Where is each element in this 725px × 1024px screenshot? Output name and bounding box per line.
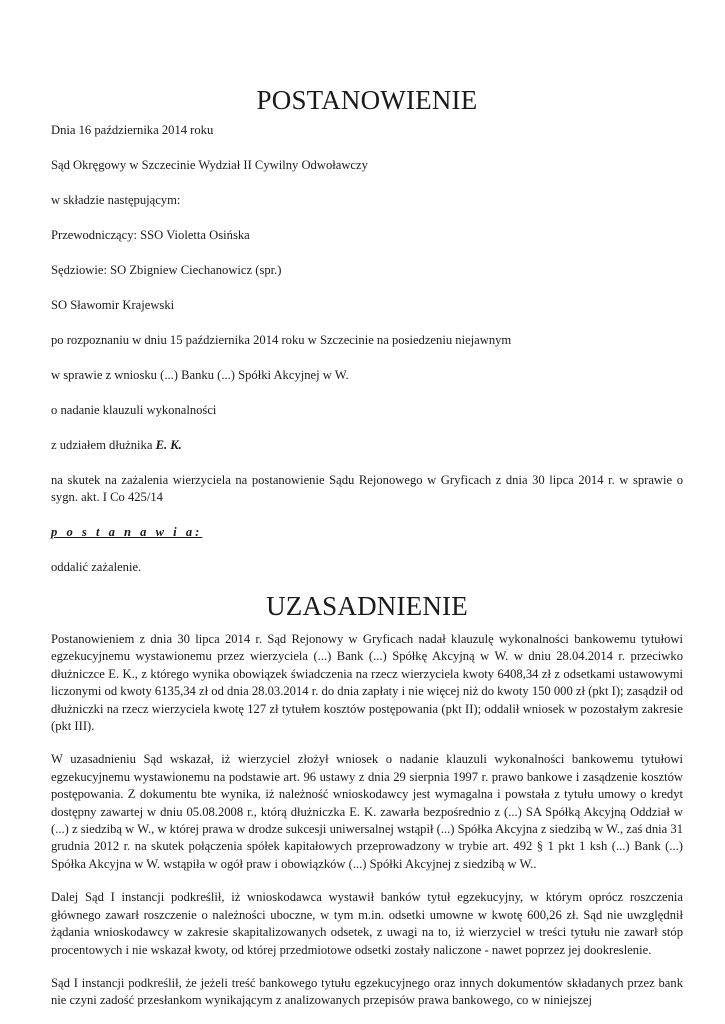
debtor-prefix: z udziałem dłużnika <box>51 438 156 452</box>
debtor-line <box>51 437 683 454</box>
justification-paragraph: W uzasadnieniu Sąd wskazał, iż wierzyciel złożył wniosek o nadanie klauzuli wykonalności bankowemu tytułowi egzekucyjnemu wystawionemu na podstawie art. 96 ustawy z dnia 29 sierpnia 1997 r. prawo bankowe i zasądzenie kosztów postępowania. Z dokumentu bte wynika, iż należność wnioskodawcy jest wymagalna i powstała z tytułu umowy o kredyt dostępny zawartej w dniu 05.08.2008 r., którą dłużniczka E. K. zawarła bezpośrednio z (...) SA Spółką Akcyjną Oddział w (...) z siedzibą w W., w której prawa w drodze sukcesji uniwersalnej wstąpił (...) Spółka Akcyjna z siedzibą w W., zaś dnia 31 grudnia 2012 r. na skutek połączenia spółek kapitałowych przeprowadzony w trybie art. 492 § 1 pkt 1 ksh (...) Bank (...) Spółka Akcyjna w W. wstąpiła w ogół praw i obowiązków (...) Spółki Akcyjnej z siedzibą w W.. <box>51 752 683 871</box>
justification-paragraph: Sąd I instancji podkreślił, że jeżeli treść bankowego tytułu egzekucyjnego oraz innych dokumentów składanych przez bank nie czyni zadość przesłankom wynikającym z analizowanych przepisów prawa bankowego, co w niniejszej <box>51 975 683 1008</box>
court-name: Sąd Okręgowy w Szczecinie Wydział II Cywilny Odwoławczy <box>51 158 368 172</box>
debtor-name: E. K. <box>155 438 182 452</box>
judge-second: SO Sławomir Krajewski <box>51 298 175 312</box>
justification-body <box>51 631 683 1010</box>
ruling-text: oddalić zażalenie. <box>51 560 142 574</box>
page-title: POSTANOWIENIE <box>256 85 478 115</box>
composition-intro: w składzie następującym: <box>51 193 181 207</box>
justification-title: UZASADNIENIE <box>266 591 468 621</box>
justification-paragraph: Postanowieniem z dnia 30 lipca 2014 r. Sąd Rejonowy w Gryficach nadał klauzulę wykonalności bankowemu tytułowi egzekucyjnemu wystawionemu przez wierzyciela (...) Bank (...) Spółkę Akcyjną w W. w dniu 28.04.2014 r. przeciwko dłużniczce E. K., z którego wynika obowiązek świadczenia na rzecz wierzyciela kwoty 6408,34 zł z odsetkami ustawowymi liczonymi od kwoty 6135,34 zł od dnia 28.03.2014 r. do dnia zapłaty i nie więcej niż do kwoty 150 000 zł (pkt I); zasądził od dłużniczki na rzecz wierzyciela kwotę 127 zł tytułem kosztów postępowania (pkt II); oddalił wniosek w pozostałym zakresie (pkt III). <box>51 632 683 734</box>
case-info: w sprawie z wniosku (...) Banku (...) Spółki Akcyjnej w W. <box>51 368 349 382</box>
appeal-info: na skutek na zażalenia wierzyciela na postanowienie Sądu Rejonowego w Gryficach z dnia 30 lipca 2014 r. w sprawie o sygn. akt. I Co 425/14 <box>51 473 683 504</box>
case-subject: o nadanie klauzuli wykonalności <box>51 403 217 417</box>
presiding-judge: Przewodniczący: SSO Violetta Osińska <box>51 228 250 242</box>
decides-label: p o s t a n a w i a: <box>51 525 203 539</box>
ruling-date: Dnia 16 października 2014 roku <box>51 123 214 137</box>
hearing-info: po rozpoznaniu w dniu 15 października 2014 roku w Szczecinie na posiedzeniu niejawnym <box>51 333 512 347</box>
judges: Sędziowie: SO Zbigniew Ciechanowicz (spr.) <box>51 263 282 277</box>
decides-heading <box>51 524 683 541</box>
justification-paragraph: Dalej Sąd I instancji podkreślił, iż wnioskodawca wystawił banków tytuł egzekucyjny, w którym oprócz roszczenia głównego zawarł roszczenie o należności uboczne, w tym m.in. odsetki umowne w kwotę 600,26 zł. Sąd nie uwzględnił żądania wnioskodawcy w zakresie skapitalizowanych odsetek, z uwagi na to, iż wierzyciel w treści tytułu nie zawarł stóp procentowych i nie wskazał kwoty, od której przedmiotowe odsetki zostały naliczone - nawet poprzez jej dookreslenie. <box>51 890 683 957</box>
